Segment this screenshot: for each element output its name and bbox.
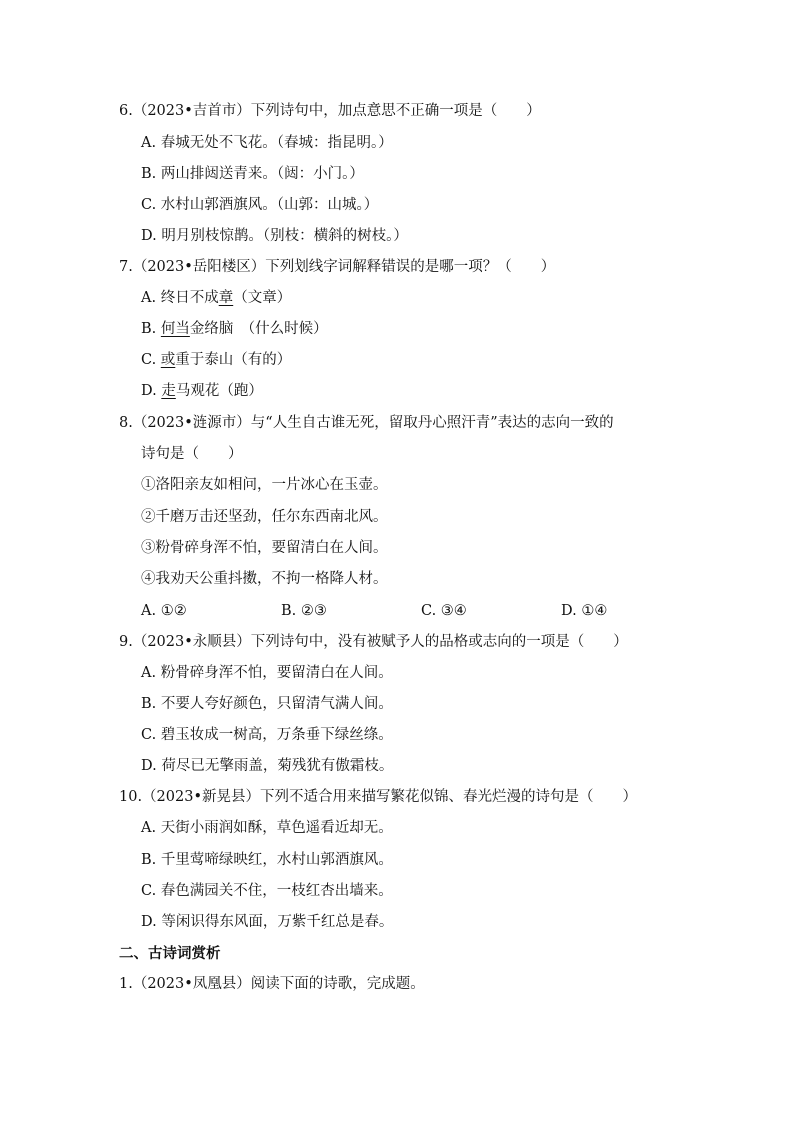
question-7-stem: 7.（2023•岳阳楼区）下列划线字词解释错误的是哪一项？（ ）: [119, 259, 556, 275]
option-text: B.: [141, 321, 161, 337]
question-8-item-2: ②千磨万击还坚劲，任尔东西南北风。: [141, 509, 388, 525]
question-8-choices: [141, 596, 701, 627]
option-text: （文章）: [233, 290, 292, 306]
question-6-stem: 6.（2023•吉首市）下列诗句中，加点意思不正确一项是（ ）: [119, 103, 541, 119]
option-text: 重于泰山（有的）: [175, 352, 292, 368]
question-8-choice-a: A. ①②: [141, 603, 187, 619]
question-8-stem-continued: 诗句是（ ）: [141, 446, 243, 462]
question-9-option-d: D. 荷尽已无擎雨盖，菊残犹有傲霜枝。: [141, 758, 394, 774]
question-7-option-a: [141, 283, 701, 314]
option-text: A. 终日不成: [141, 290, 219, 306]
question-7-option-c: [141, 345, 701, 376]
question-6-option-a: A. 春城无处不飞花。（春城：指昆明。）: [141, 135, 393, 151]
question-8-item-4: ④我劝天公重抖擞，不拘一格降人材。: [141, 571, 388, 587]
question-8-choice-b: B. ②③: [281, 603, 327, 619]
question-8-choice-c: C. ③④: [421, 603, 467, 619]
question-8-choice-d: D. ①④: [561, 603, 608, 619]
section-heading: 二、古诗词赏析: [119, 945, 221, 962]
question-9-stem: 9.（2023•永顺县）下列诗句中，没有被赋予人的品格或志向的一项是（ ）: [119, 634, 628, 650]
option-text: 金络脑 （什么时候）: [189, 321, 328, 337]
question-10-option-c: C. 春色满园关不住，一枝红杏出墙来。: [141, 883, 393, 899]
question-10-option-a: A. 天街小雨润如酥，草色遥看近却无。: [141, 820, 393, 836]
question-7-option-d: [141, 376, 701, 407]
underlined-word: 走: [161, 383, 176, 399]
question-8-item-3: ③粉骨碎身浑不怕，要留清白在人间。: [141, 540, 388, 556]
option-text: D.: [141, 383, 162, 399]
question-10-option-b: B. 千里莺啼绿映红，水村山郭酒旗风。: [141, 852, 393, 868]
question-9-option-c: C. 碧玉妆成一树高，万条垂下绿丝绦。: [141, 727, 393, 743]
section-2-question-1: 1.（2023•凤凰县）阅读下面的诗歌，完成题。: [119, 976, 425, 992]
question-10-option-d: D. 等闲识得东风面，万紫千红总是春。: [141, 914, 394, 930]
question-9-option-b: B. 不要人夸好颜色，只留清气满人间。: [141, 696, 393, 712]
question-10-stem: 10.（2023•新晃县）下列不适合用来描写繁花似锦、春光烂漫的诗句是（ ）: [119, 789, 638, 805]
underlined-word: 或: [160, 352, 176, 368]
underlined-word: 章: [218, 290, 234, 306]
question-8-stem: 8.（2023•涟源市）与“人生自古谁无死，留取丹心照汗青”表达的志向一致的: [119, 415, 614, 431]
underlined-word: 何当: [160, 321, 190, 337]
question-8-item-1: ①洛阳亲友如相问，一片冰心在玉壶。: [141, 477, 388, 493]
option-text: C.: [141, 352, 161, 368]
question-6-option-d: D. 明月别枝惊鹊。（别枝：横斜的树枝。）: [141, 228, 408, 244]
question-6-option-c: C. 水村山郭酒旗风。（山郭：山城。）: [141, 197, 379, 213]
option-text: 马观花（跑）: [175, 383, 263, 399]
question-7-option-b: [141, 314, 701, 345]
question-9-option-a: A. 粉骨碎身浑不怕，要留清白在人间。: [141, 665, 393, 681]
question-6-option-b: B. 两山排闼送青来。（闼：小门。）: [141, 166, 364, 182]
